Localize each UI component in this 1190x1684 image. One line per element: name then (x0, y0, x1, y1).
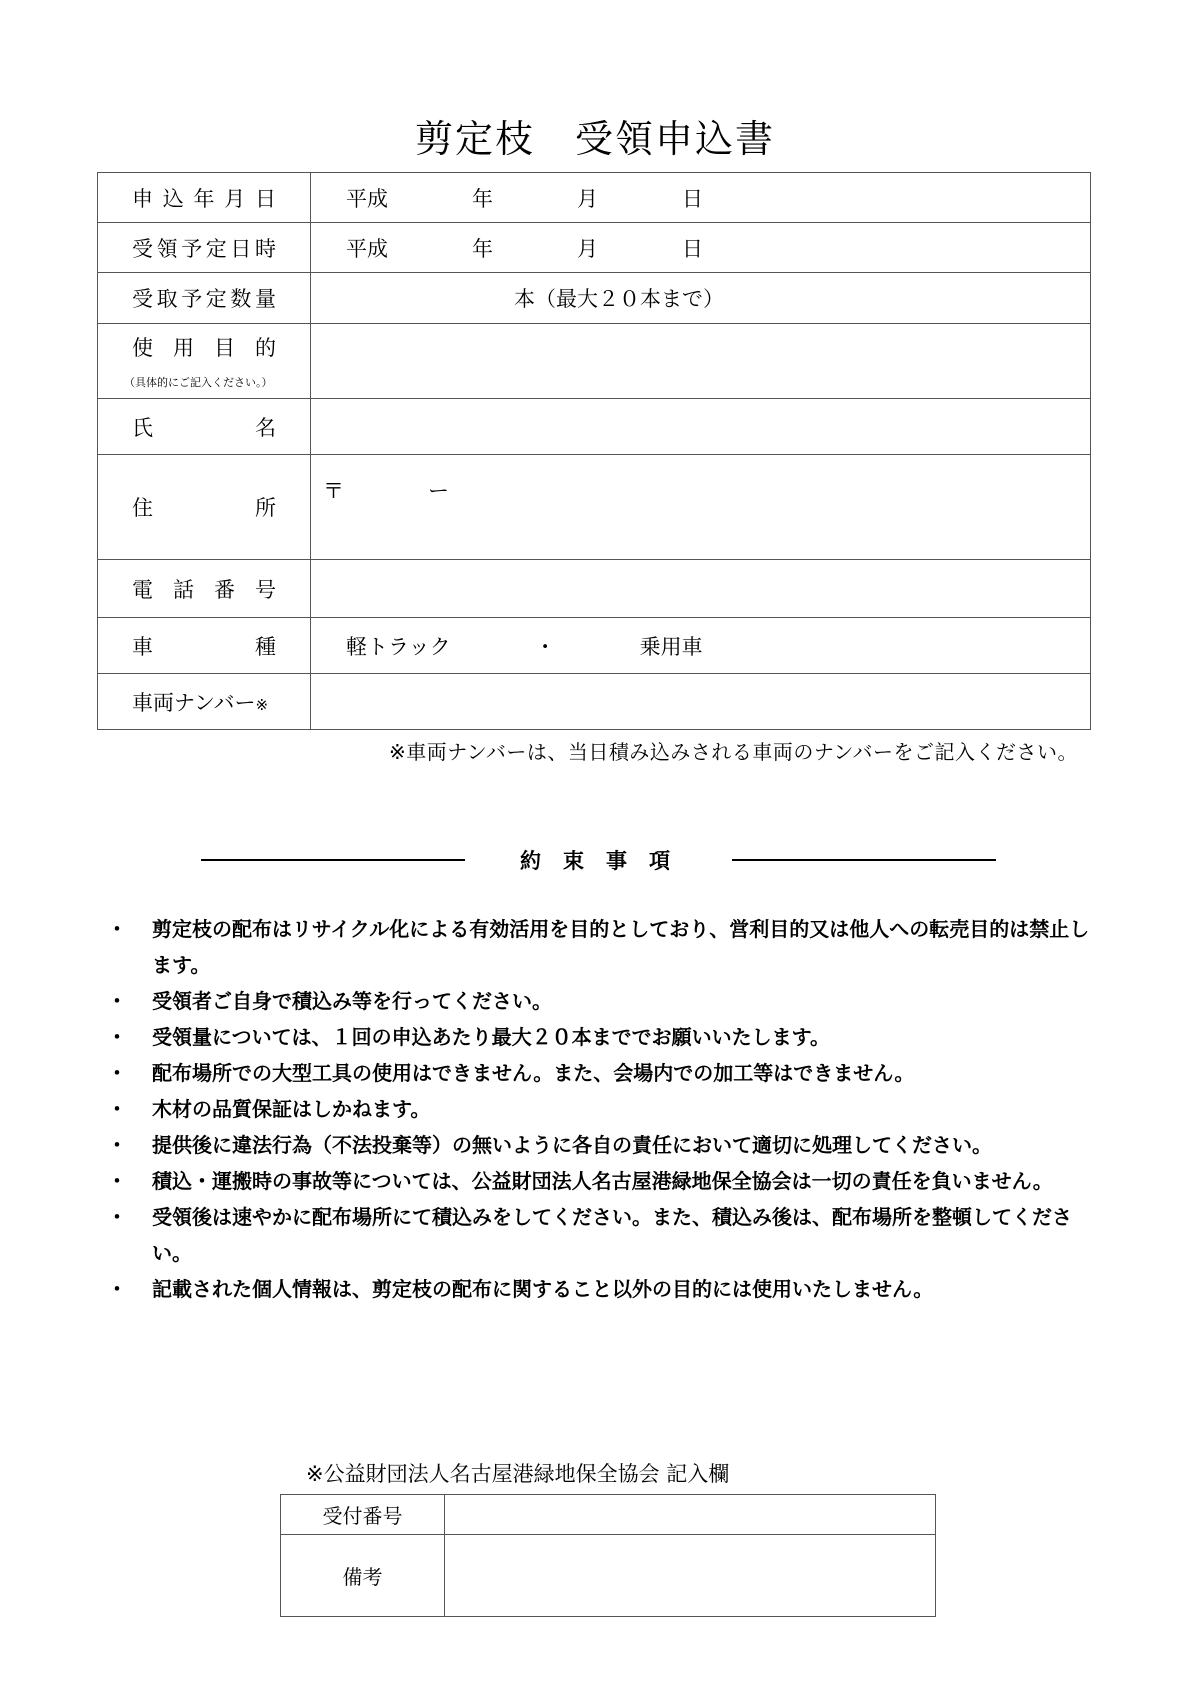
field-application-date[interactable]: 平成 年 月 日 (311, 173, 1091, 223)
field-pickup-datetime[interactable]: 平成 年 月 日 (311, 223, 1091, 273)
label-pickup-datetime: 受 領 予 定 日 時 (98, 223, 311, 273)
row-vehicle-number (98, 674, 1091, 730)
row-remarks (281, 1535, 936, 1617)
list-item: ・ 受領者ご自身で積込み等を行ってください。 (107, 989, 552, 1013)
row-reception-number (281, 1495, 936, 1535)
list-item: ・ 積込・運搬時の事故等については、公益財団法人名古屋港緑地保全協会は一切の責任を負いません。 (107, 1169, 1053, 1193)
label-purpose: 使 用 目 的 （具体的にご記入ください。） (98, 324, 311, 399)
field-vehicle-type[interactable]: 軽トラック ・ 乗用車 (311, 618, 1091, 674)
purpose-hint: （具体的にご記入ください。） (124, 376, 273, 389)
row-name (98, 399, 1091, 455)
label-reception-number: 受付番号 (281, 1495, 445, 1535)
list-item: ・ 受領後は速やかに配布場所にて積込みをしてください。また、積込み後は、配布場所を整頓してください。 (107, 1205, 1072, 1265)
label-vehicle-number: 車両ナンバー※ (98, 674, 311, 730)
row-vehicle-type (98, 618, 1091, 674)
field-name[interactable] (311, 399, 1091, 455)
divider-rule-right (732, 859, 996, 861)
row-application-date (98, 173, 1091, 223)
label-name: 氏 名 (98, 399, 311, 455)
office-use-caption: ※公益財団法人名古屋港緑地保全協会 記入欄 (306, 1462, 730, 1486)
field-remarks[interactable] (445, 1535, 936, 1617)
postal-code-line: 〒 ー (323, 479, 449, 503)
label-address: 住 所 (98, 455, 311, 560)
list-item: ・ 受領量については、１回の申込あたり最大２０本まででお願いいたします。 (107, 1025, 830, 1049)
row-phone (98, 560, 1091, 618)
field-phone[interactable] (311, 560, 1091, 618)
terms-list (0, 911, 1190, 1307)
label-phone: 電 話 番 号 (98, 560, 311, 618)
label-application-date: 申 込 年 月 日 (98, 173, 311, 223)
terms-heading: 約束事項 (520, 849, 692, 873)
row-purpose (98, 324, 1091, 399)
office-use-table (280, 1494, 936, 1617)
list-item: ・ 提供後に違法行為（不法投棄等）の無いように各自の責任において適切に処理してください。 (107, 1133, 992, 1157)
list-item: ・ 木材の品質保証はしかねます。 (107, 1097, 431, 1121)
field-quantity[interactable]: 本（最大２０本まで） (311, 273, 1091, 324)
list-item: ・ 配布場所での大型工具の使用はできません。また、会場内での加工等はできません。 (107, 1061, 915, 1085)
vehicle-number-note: ※車両ナンバーは、当日積み込みされる車両のナンバーをご記入ください。 (389, 740, 1078, 764)
field-reception-number[interactable] (445, 1495, 936, 1535)
label-vehicle-type: 車 種 (98, 618, 311, 674)
label-quantity: 受 取 予 定 数 量 (98, 273, 311, 324)
list-item: ・ 記載された個人情報は、剪定枝の配布に関すること以外の目的には使用いたしません。 (107, 1277, 934, 1301)
application-form-table (97, 172, 1091, 730)
row-pickup-datetime (98, 223, 1091, 273)
row-quantity (98, 273, 1091, 324)
field-address[interactable] (311, 455, 1091, 560)
form-title: 剪定枝 受領申込書 (414, 117, 775, 161)
field-vehicle-number[interactable] (311, 674, 1091, 730)
field-purpose[interactable] (311, 324, 1091, 399)
terms-divider (0, 845, 1190, 875)
row-address (98, 455, 1091, 560)
label-remarks: 備考 (281, 1535, 445, 1617)
list-item: ・ 剪定枝の配布はリサイクル化による有効活用を目的としており、営利目的又は他人への転売目的は禁止します。 (107, 917, 1090, 977)
